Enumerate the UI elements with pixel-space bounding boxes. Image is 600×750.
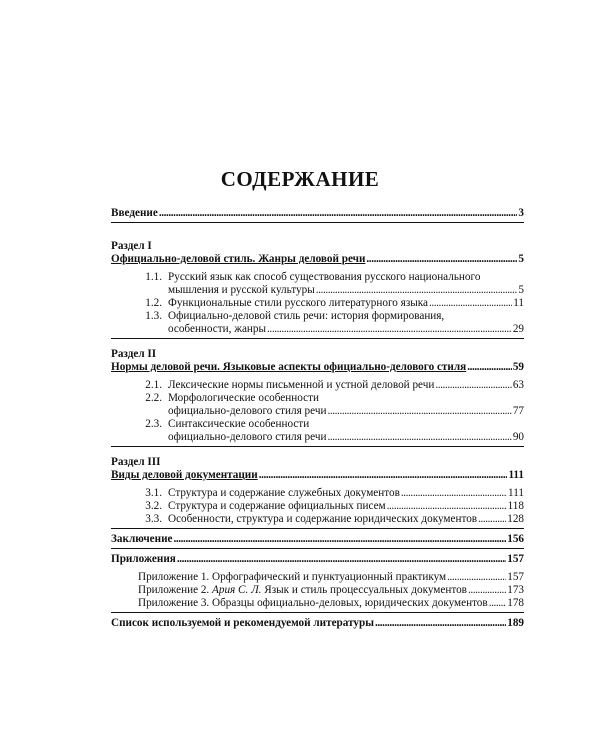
divider <box>111 612 524 613</box>
toc-label: Введение <box>111 207 158 219</box>
toc-number: 3.1. <box>145 487 162 499</box>
toc-page: 63 <box>512 379 524 391</box>
toc-number: 1.1. <box>145 271 162 283</box>
toc-entry-section-2[interactable] <box>111 361 524 374</box>
toc-entry-3-2[interactable] <box>111 500 524 513</box>
toc-page: 128 <box>507 513 524 525</box>
toc-page: 90 <box>512 431 524 443</box>
toc-entry-bibliography[interactable] <box>111 617 524 630</box>
section-heading: Раздел II <box>111 348 157 360</box>
toc-label: Особенности, структура и содержание юридических документов <box>168 513 478 525</box>
toc-label: Структура и содержание официальных писем <box>168 500 386 512</box>
toc-page: 189 <box>507 617 524 629</box>
toc-number: 1.3. <box>145 310 162 322</box>
toc-label: Приложение 1. Орфографический и пунктуационный практикум <box>138 571 447 583</box>
toc-entry-1-2[interactable] <box>111 297 524 310</box>
toc-label: Структура и содержание служебных документов <box>168 487 400 499</box>
toc-entry-3-3[interactable] <box>111 513 524 526</box>
toc-entry-section-1[interactable] <box>111 253 524 266</box>
dot-leader <box>435 379 511 392</box>
toc-page: 5 <box>518 284 524 296</box>
toc-page: 173 <box>507 584 524 596</box>
toc-number: 3.2. <box>145 500 162 512</box>
divider <box>111 528 524 529</box>
toc-entry-appendix-3[interactable] <box>111 597 524 610</box>
toc-entry-section-3[interactable] <box>111 469 524 482</box>
table-of-contents <box>111 207 524 630</box>
toc-label-cont: официально-делового стиля речи <box>168 405 327 417</box>
dot-leader <box>327 405 511 418</box>
toc-entry-appendices[interactable] <box>111 553 524 566</box>
toc-label: Функциональные стили русского литературного языка <box>168 297 428 309</box>
toc-number: 2.3. <box>145 418 162 430</box>
divider <box>111 548 524 549</box>
toc-number: 2.1. <box>145 379 162 391</box>
dot-leader <box>478 513 506 526</box>
toc-page: 5 <box>518 253 524 265</box>
toc-page: 156 <box>507 533 524 545</box>
toc-label-prefix: Приложение 2. <box>138 584 213 596</box>
toc-page: 11 <box>513 297 524 309</box>
toc-entry-1-1[interactable] <box>111 271 524 297</box>
toc-page: 111 <box>508 487 524 499</box>
toc-entry-conclusion[interactable] <box>111 533 524 546</box>
toc-label: Морфологические особенности <box>168 392 319 404</box>
dot-leader <box>387 500 507 513</box>
dot-leader <box>489 597 507 610</box>
author-name: Ария С. Л. <box>212 584 262 596</box>
dot-leader <box>447 571 506 584</box>
section-heading: Раздел III <box>111 456 161 468</box>
toc-label: Официально-деловой стиль. Жанры деловой речи <box>111 253 366 265</box>
toc-entry-intro[interactable] <box>111 207 524 220</box>
toc-page: 59 <box>512 361 524 373</box>
page-title: СОДЕРЖАНИЕ <box>220 167 380 191</box>
toc-label: Русский язык как способ существования русского национального <box>168 271 481 283</box>
toc-label-cont: мышления и русской культуры <box>168 284 315 296</box>
toc-label: Нормы деловой речи. Языковые аспекты официально-делового стиля <box>111 361 467 373</box>
dot-leader <box>401 487 507 500</box>
dot-leader <box>468 584 506 597</box>
toc-page: 77 <box>512 405 524 417</box>
toc-label: Список используемой и рекомендуемой литературы <box>111 617 374 629</box>
divider <box>111 222 524 223</box>
toc-entry-2-2[interactable] <box>111 392 524 418</box>
toc-label: Приложение 3. Образцы официально-деловых, юридических документов <box>138 597 488 609</box>
toc-label: Виды деловой документации <box>111 469 258 481</box>
toc-label-cont: особенности, жанры <box>168 323 267 335</box>
toc-page: 157 <box>507 571 524 583</box>
toc-label: Заключение <box>111 533 173 545</box>
toc-entry-3-1[interactable] <box>111 487 524 500</box>
dot-leader <box>159 207 518 220</box>
toc-label: Приложения <box>111 553 176 565</box>
dot-leader <box>316 284 518 297</box>
toc-number: 3.3. <box>145 513 162 525</box>
toc-label: Язык и стиль процессуальных документов <box>261 584 467 596</box>
toc-page: 3 <box>518 207 524 219</box>
dot-leader <box>259 469 508 482</box>
dot-leader <box>375 617 506 630</box>
toc-entry-2-1[interactable] <box>111 379 524 392</box>
toc-label: Лексические нормы письменной и устной деловой речи <box>168 379 435 391</box>
dot-leader <box>267 323 512 336</box>
toc-label: Синтаксические особенности <box>168 418 310 430</box>
dot-leader <box>177 553 506 566</box>
toc-number: 2.2. <box>145 392 162 404</box>
toc-label: Официально-деловой стиль речи: история формирования, <box>168 310 445 322</box>
divider <box>111 446 524 447</box>
divider <box>111 338 524 339</box>
dot-leader <box>173 533 506 546</box>
toc-page: 118 <box>507 500 524 512</box>
toc-page: 157 <box>507 553 524 565</box>
toc-entry-appendix-1[interactable] <box>111 571 524 584</box>
toc-page: 111 <box>508 469 524 481</box>
dot-leader <box>467 361 512 374</box>
toc-page: 178 <box>507 597 524 609</box>
toc-entry-appendix-2[interactable] <box>111 584 524 597</box>
toc-entry-1-3[interactable] <box>111 310 524 336</box>
toc-page: 29 <box>512 323 524 335</box>
toc-label-cont: официально-делового стиля речи <box>168 431 327 443</box>
toc-entry-2-3[interactable] <box>111 418 524 444</box>
dot-leader <box>327 431 511 444</box>
dot-leader <box>366 253 517 266</box>
section-heading: Раздел I <box>111 240 152 252</box>
toc-number: 1.2. <box>145 297 162 309</box>
dot-leader <box>429 297 512 310</box>
